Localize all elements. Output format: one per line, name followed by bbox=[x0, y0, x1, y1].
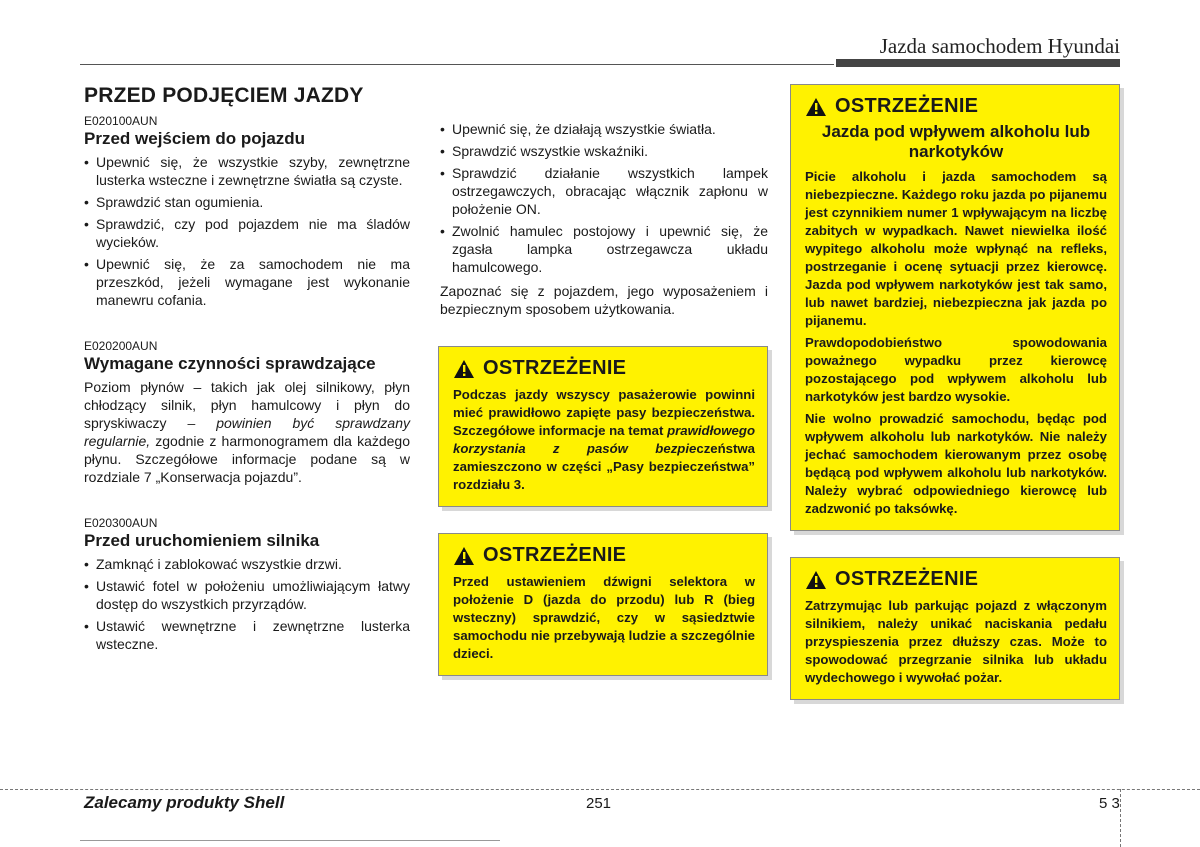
header-rule-accent bbox=[836, 59, 1120, 67]
warning-text: Nie wolno prowadzić samochodu, będąc pod wpływem alkoholu lub narkotyków. Nie należy jechać samochodem kierowanym przez osobę będącą pod wpływem alkoholu lub narkotyków. Należy wybrać odpowiedniego kierowcę lub zadzwonić po taksówkę. bbox=[805, 411, 1107, 516]
middle-column bbox=[438, 120, 768, 676]
footer-divider bbox=[0, 789, 1200, 790]
warning-title: OSTRZEŻENIE bbox=[483, 544, 627, 566]
warning-triangle-icon bbox=[805, 97, 827, 117]
list-item: • Sprawdzić, czy pod pojazdem nie ma śladów wycieków. bbox=[82, 215, 410, 251]
checklist bbox=[438, 120, 768, 276]
right-column bbox=[790, 84, 1120, 700]
checklist bbox=[82, 555, 410, 653]
paragraph-text: zgodnie z harmonogramem dla każdego płynu. Szczegółowe informacje podane są w rozdziale 7 „Konserwacja pojazdu”. bbox=[84, 433, 410, 485]
subsection-title: Przed uruchomieniem silnika bbox=[84, 531, 320, 550]
warning-box-seatbelts bbox=[438, 346, 768, 507]
list-item: • Sprawdzić działanie wszystkich lampek ostrzegawczych, obracając włącznik zapłonu w położenie ON. bbox=[438, 164, 768, 218]
subsection-before-starting-engine bbox=[82, 516, 410, 653]
section-code: E020200AUN bbox=[84, 339, 158, 353]
warning-subtitle: Jazda pod wpływem alkoholu lub narkotyków bbox=[821, 122, 1091, 161]
warning-text: Prawdopodobieństwo spowodowania poważnego wypadku przez kierowcę pozostającego pod wpływem alkoholu lub narkotyków jest bardzo wysokie. bbox=[805, 335, 1107, 404]
warning-header bbox=[805, 568, 1107, 591]
chapter-page-number: 5 3 bbox=[1099, 795, 1120, 812]
list-item: • Sprawdzić stan ogumienia. bbox=[82, 193, 410, 211]
list-item: • Upewnić się, że za samochodem nie ma przeszkód, jeżeli wymagane jest wykonanie manewru cofania. bbox=[82, 255, 410, 309]
list-item: • Zamknąć i zablokować wszystkie drzwi. bbox=[82, 555, 410, 573]
warning-text: Przed ustawieniem dźwigni selektora w położenie D (jazda do przodu) lub R (bieg wsteczny) sprawdzić, czy w sąsiedztwie samochodu nie przebywają ludzie a szczególnie dzieci. bbox=[453, 574, 755, 661]
list-item: • Zwolnić hamulec postojowy i upewnić się, że zgasła lampka ostrzegawcza układu hamulcowego. bbox=[438, 222, 768, 276]
page-number: 251 bbox=[586, 795, 612, 812]
footer-vertical-divider bbox=[1120, 789, 1121, 847]
list-item: • Ustawić fotel w położeniu umożliwiającym łatwy dostęp do wszystkich przyrządów. bbox=[82, 577, 410, 613]
warning-text: Zatrzymując lub parkując pojazd z włączonym silnikiem, należy unikać naciskania pedału przyspieszenia przez dłuższy czas. Może to spowodować przegrzanie silnika lub układu wydechowego i wywołać pożar. bbox=[805, 598, 1107, 685]
section-title: PRZED PODJĘCIEM JAZDY bbox=[84, 84, 364, 107]
warning-triangle-icon bbox=[805, 570, 827, 590]
bottom-rule bbox=[80, 840, 500, 841]
subsection-required-checks bbox=[82, 339, 410, 486]
left-column bbox=[82, 84, 410, 657]
warning-box-alcohol bbox=[790, 84, 1120, 531]
subsection-title: Przed wejściem do pojazdu bbox=[84, 129, 306, 148]
warning-title: OSTRZEŻENIE bbox=[483, 357, 627, 379]
paragraph: Zapoznać się z pojazdem, jego wyposażeniem i bezpiecznym sposobem użytkowania. bbox=[440, 283, 768, 317]
paragraph bbox=[84, 378, 410, 486]
checklist bbox=[82, 153, 410, 309]
warning-triangle-icon bbox=[453, 359, 475, 379]
footer-slogan: Zalecamy produkty Shell bbox=[84, 793, 285, 812]
warning-text-part: Podczas jazdy wszyscy pasażerowie powinni mieć prawidłowo zapięte pasy bezpieczeństwa. Szczegółowe informacje na temat bbox=[453, 387, 755, 438]
list-item: • Sprawdzić wszystkie wskaźniki. bbox=[438, 142, 768, 160]
warning-box-accelerator bbox=[790, 557, 1120, 700]
list-item: • Upewnić się, że działają wszystkie światła. bbox=[438, 120, 768, 138]
page-header-title: Jazda samochodem Hyundai bbox=[879, 34, 1120, 58]
subsection-title: Wymagane czynności sprawdzające bbox=[84, 354, 376, 373]
list-item: • Upewnić się, że wszystkie szyby, zewnętrzne lusterka wsteczne i zewnętrzne światła są czyste. bbox=[82, 153, 410, 189]
header-rule bbox=[80, 64, 834, 65]
warning-box-gear-selector bbox=[438, 533, 768, 676]
warning-text: Picie alkoholu i jazda samochodem są niebezpieczne. Każdego roku jazda po pijanemu jest czynnikiem numer 1 wpływającym na liczbę zabitych w wypadkach. Nawet niewielka ilość wypitego alkoholu może wpłynąć na refleks, postrzeganie i ocenę sytuacji przez kierowcę. Jazda pod wpływem narkotyków jest tak samo, lub nawet bardziej, niebezpieczna jak jazda po pijanemu. bbox=[805, 169, 1107, 328]
warning-title: OSTRZEŻENIE bbox=[835, 568, 979, 590]
section-code: E020300AUN bbox=[84, 516, 158, 530]
warning-text bbox=[453, 386, 755, 494]
warning-header bbox=[805, 95, 1107, 118]
paragraph-text: Poziom płynów – takich jak olej silnikowy, płyn chłodzący silnik, płyn hamulcowy i płyn do spryskiwaczy bbox=[84, 379, 410, 431]
warning-header bbox=[453, 544, 755, 567]
warning-triangle-icon bbox=[453, 546, 475, 566]
section-code: E020100AUN bbox=[84, 114, 158, 128]
warning-title: OSTRZEŻENIE bbox=[835, 95, 979, 117]
warning-italic-text: prawidłowego korzystania z pasów bezpie bbox=[453, 423, 755, 456]
subsection-before-entering bbox=[82, 114, 410, 309]
warning-header bbox=[453, 357, 755, 380]
paragraph-italic-text: – powinien być sprawdzany regularnie, bbox=[84, 415, 410, 449]
warning-text-part: czeństwa zamieszczono w części „Pasy bezpieczeństwa” rozdziału 3. bbox=[453, 441, 755, 492]
list-item: • Ustawić wewnętrzne i zewnętrzne lusterka wsteczne. bbox=[82, 617, 410, 653]
